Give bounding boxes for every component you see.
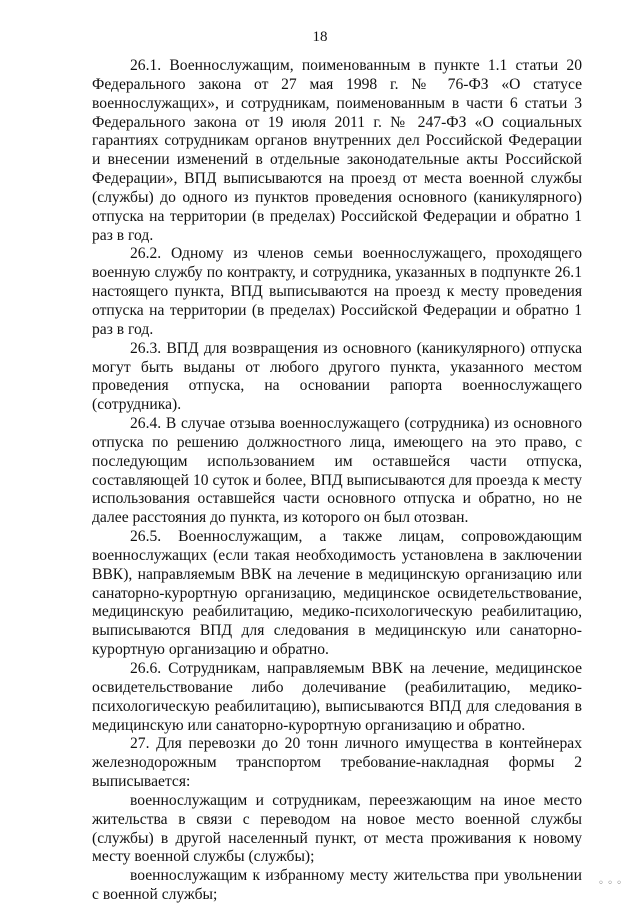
paragraph-26-1: 26.1. Военнослужащим, поименованным в пункте 1.1 статьи 20 Федерального закона от 27 мая 1998 г. № 76-ФЗ «О статусе военнослужащих», и сотрудникам, поименованным в части 6 статьи 3 Федерального закона от 19 июля 2011 г. № 247-ФЗ «О социальных гарантиях сотрудникам органов внутренних дел Российской Федерации и внесении изменений в отдельные законодательные акты Российской Федерации», ВПД выписываются на проезд от места военной службы (службы) до одного из пунктов проведения основного (каникулярного) отпуска на территории (в пределах) Российской Федерации и обратно 1 раз в год.	[92, 57, 582, 244]
document-body	[92, 57, 582, 905]
list-item: военнослужащим к избранному месту жительства при увольнении с военной службы;	[92, 867, 582, 904]
paragraph-26-5: 26.5. Военнослужащим, а также лицам, сопровождающим военнослужащих (если такая необходимость установлена в заключении ВВК), направляемым ВВК на лечение в медицинскую организацию или санаторно-курортную организацию, медицинское освидетельствование, медицинскую реабилитацию, медико-психологическую реабилитацию, выписываются ВПД для следования в медицинскую или санаторно-курортную организацию и обратно.	[92, 528, 582, 659]
paragraph-26-6: 26.6. Сотрудникам, направляемым ВВК на лечение, медицинское освидетельствование либо долечивание (реабилитацию, медико-психологическую реабилитацию), выписываются ВПД для следования в медицинскую или санаторно-курортную организацию и обратно.	[92, 660, 582, 734]
paragraph-26-4: 26.4. В случае отзыва военнослужащего (сотрудника) из основного отпуска по решению должностного лица, имеющего на это право, с последующим использованием им оставшейся части отпуска, составляющей 10 суток и более, ВПД выписываются для проезда к месту использования оставшейся части основного отпуска и обратно, но не далее расстояния до пункта, из которого он был отозван.	[92, 415, 582, 527]
page-number: 18	[312, 29, 328, 45]
paragraph-27: 27. Для перевозки до 20 тонн личного имущества в контейнерах железнодорожным транспортом требование-накладная формы 2 выписывается:	[92, 735, 582, 791]
list-item: военнослужащим и сотрудникам, переезжающим на иное место жительства в связи с переводом на новое место военной службы (службы) в другой населенный пункт, от места проживания к новому месту военной службы (службы);	[92, 791, 582, 866]
paragraph-26-3: 26.3. ВПД для возвращения из основного (каникулярного) отпуска могут быть выданы от любого другого пункта, указанного местом проведения отпуска, на основании рапорта военнослужащего (сотрудника).	[92, 339, 582, 414]
scan-artifact-mark: ◦ ◦ ◦	[598, 878, 623, 889]
paragraph-26-2: 26.2. Одному из членов семьи военнослужащего, проходящего военную службу по контракту, и сотрудника, указанных в подпункте 26.1 настоящего пункта, ВПД выписываются на проезд к месту проведения отпуска на территории (в пределах) Российской Федерации и обратно 1 раз в год.	[92, 245, 582, 338]
